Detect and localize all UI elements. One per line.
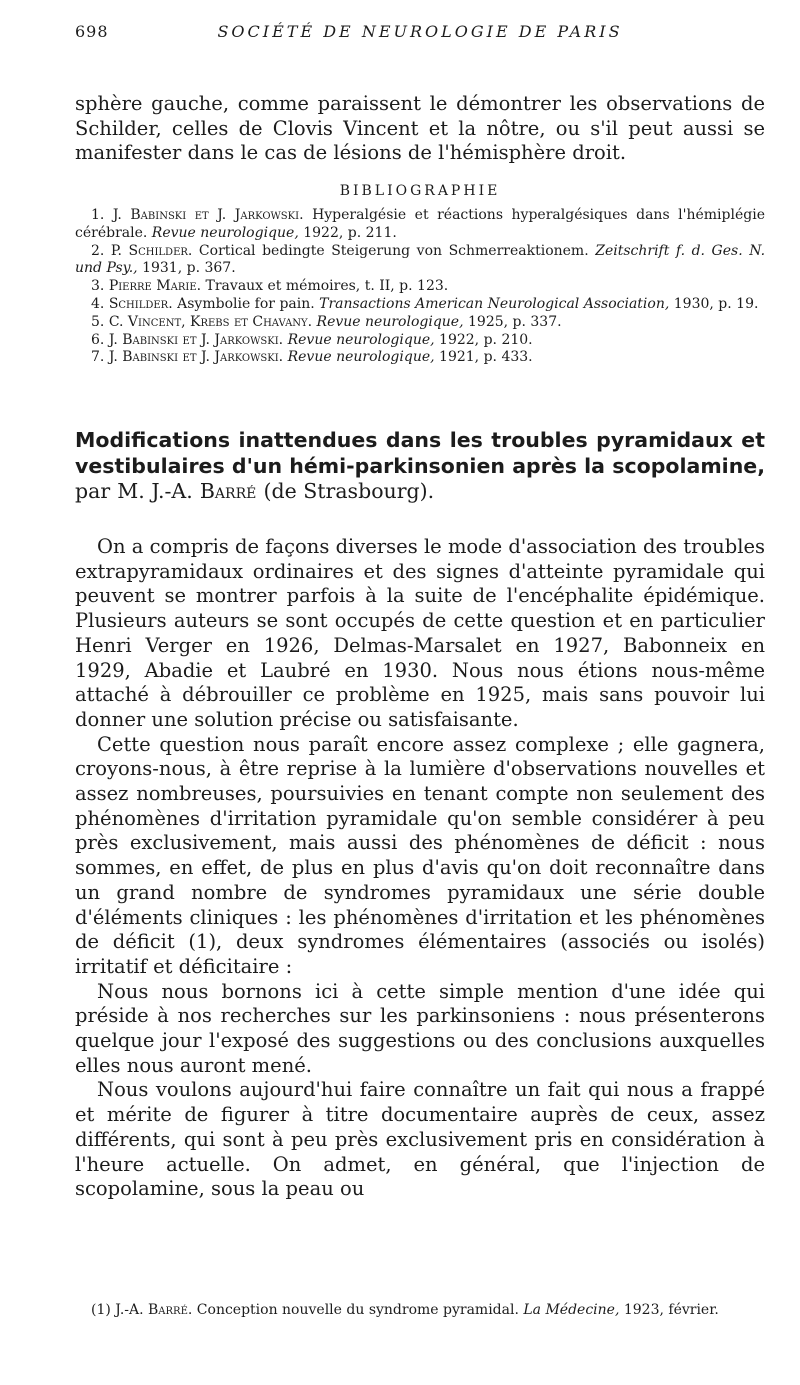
intro-paragraph: sphère gauche, comme paraissent le démontrer les observations de Schilder, celles de Clovis Vincent et la nôtre, ou s'il peut aussi se manifester dans le cas de lésions de l'hémisphère droit. bbox=[75, 92, 765, 165]
intro-section bbox=[75, 92, 765, 166]
bibliography-title: BIBLIOGRAPHIE bbox=[339, 183, 501, 199]
article-body bbox=[75, 535, 765, 1202]
footnote-text: (1) J.-A. Barré. Conception nouvelle du syndrome pyramidal. La Médecine, 1923, février. bbox=[91, 1302, 719, 1318]
bibliography bbox=[75, 183, 765, 367]
bibliography-ref: 3. Pierre Marie. Travaux et mémoires, t. II, p. 123. bbox=[91, 278, 449, 295]
bibliography-ref: 2. P. Schilder. Cortical bedingte Steigerung von Schmerreaktionem. Zeitschrift f. d. Ges. N. und Psy., 1931, p. 367. bbox=[75, 242, 766, 277]
body-paragraph: Cette question nous paraît encore assez complexe ; elle gagnera, croyons-nous, à être reprise à la lumière d'observations nouvelles et assez nombreuses, poursuivies en tenant compte non seulement des phénomènes d'irritation pyramidale qu'on semble considérer à peu près exclusivement, mais aussi des phénomènes de déficit : nous sommes, en effet, de plus en plus d'avis qu'on doit reconnaître dans un grand nombre de syndromes pyramidaux une série double d'éléments cliniques : les phénomènes d'irritation et les phénomènes de déficit (1), deux syndromes élémentaires (associés ou isolés) irritatif et déficitaire : bbox=[75, 732, 765, 978]
bibliography-ref: 4. Schilder. Asymbolie for pain. Transactions American Neurological Association, 1930, p. 19. bbox=[91, 295, 759, 312]
bibliography-ref: 1. J. Babinski et J. Jarkowski. Hyperalgésie et réactions hyperalgésiques dans l'hémiplégie cérébrale. Revue neurologique, 1922, p. 211. bbox=[75, 207, 765, 241]
article-title: Modifications inattendues dans les troubles pyramidaux et vestibulaires d'un hémi-parkinsonien après la scopolamine, par M. J.-A. Barré (de Strasbourg). bbox=[75, 428, 765, 503]
body-paragraph: Nous voulons aujourd'hui faire connaître un fait qui nous a frappé et mérite de figurer à titre documentaire auprès de ceux, assez différents, qui sont à peu près exclusivement pris en considération à l'heure actuelle. On admet, en général, que l'injection de scopolamine, sous la peau ou bbox=[75, 1078, 765, 1201]
running-title: SOCIÉTÉ DE NEUROLOGIE DE PARIS bbox=[217, 22, 623, 41]
bibliography-ref: 7. J. Babinski et J. Jarkowski. Revue neurologique, 1921, p. 433. bbox=[91, 349, 533, 366]
bibliography-ref: 6. J. Babinski et J. Jarkowski. Revue neurologique, 1922, p. 210. bbox=[91, 331, 533, 348]
footnote bbox=[75, 1301, 765, 1319]
bibliography-ref: 5. C. Vincent, Krebs et Chavany. Revue neurologique, 1925, p. 337. bbox=[91, 313, 562, 330]
body-paragraph: On a compris de façons diverses le mode d'association des troubles extrapyramidaux ordinaires et des signes d'atteinte pyramidale qui peuvent se montrer parfois à la suite de l'encéphalite épidémique. Plusieurs auteurs se sont occupés de cette question et en particulier Henri Verger en 1926, Delmas-Marsalet en 1927, Babonneix en 1929, Abadie et Laubré en 1930. Nous nous étions nous-même attaché à débrouiller ce problème en 1925, mais sans pouvoir lui donner une solution précise ou satisfaisante. bbox=[75, 535, 765, 731]
body-paragraph: Nous nous bornons ici à cette simple mention d'une idée qui préside à nos recherches sur les parkinsoniens : nous présenterons quelque jour l'exposé des suggestions ou des conclusions auxquelles elles nous auront mené. bbox=[75, 979, 765, 1077]
page-header bbox=[75, 22, 765, 48]
page-number: 698 bbox=[75, 22, 109, 41]
article-heading bbox=[75, 428, 765, 505]
